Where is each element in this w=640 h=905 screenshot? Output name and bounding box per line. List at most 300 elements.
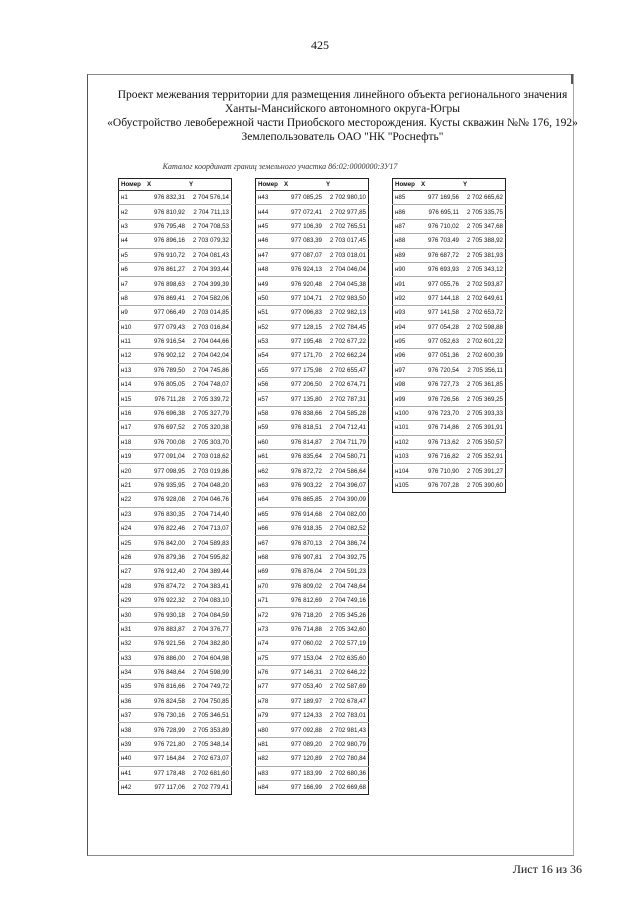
x-coordinate: 977 120,89 xyxy=(282,752,324,766)
point-number: н56 xyxy=(256,378,283,392)
table-row xyxy=(119,349,232,363)
point-number: н25 xyxy=(119,536,146,550)
y-coordinate: 2 704 589,83 xyxy=(187,536,232,550)
x-coordinate: 976 872,72 xyxy=(282,464,324,478)
table-row xyxy=(119,464,232,478)
y-coordinate: 2 705 391,91 xyxy=(461,421,506,435)
y-coordinate: 2 704 084,59 xyxy=(187,608,232,622)
table-header-row xyxy=(393,179,506,191)
table-row xyxy=(119,579,232,593)
x-coordinate: 976 809,02 xyxy=(282,579,324,593)
point-number: н94 xyxy=(393,320,420,334)
y-coordinate: 2 702 601,22 xyxy=(461,334,506,348)
x-coordinate: 976 696,38 xyxy=(145,406,187,420)
y-coordinate: 2 704 598,99 xyxy=(187,665,232,679)
x-coordinate: 976 861,27 xyxy=(145,262,187,276)
x-coordinate: 977 060,02 xyxy=(282,637,324,651)
point-number: н87 xyxy=(393,219,420,233)
x-coordinate: 976 726,56 xyxy=(419,392,461,406)
y-coordinate: 2 704 390,09 xyxy=(324,493,369,507)
y-coordinate: 2 702 653,72 xyxy=(461,306,506,320)
y-coordinate: 2 702 669,68 xyxy=(324,781,369,795)
y-coordinate: 2 704 046,76 xyxy=(187,493,232,507)
point-number: н41 xyxy=(119,766,146,780)
y-coordinate: 2 702 673,07 xyxy=(187,752,232,766)
x-coordinate: 977 054,28 xyxy=(419,320,461,334)
x-coordinate: 976 920,48 xyxy=(282,277,324,291)
document-header xyxy=(100,88,585,144)
table-row xyxy=(256,521,369,535)
point-number: н88 xyxy=(393,234,420,248)
sheet-footer: Лист 16 из 36 xyxy=(512,862,582,876)
y-coordinate: 2 705 352,91 xyxy=(461,450,506,464)
point-number: н31 xyxy=(119,622,146,636)
point-number: н77 xyxy=(256,680,283,694)
table-row xyxy=(119,565,232,579)
table-row xyxy=(393,334,506,348)
y-coordinate: 2 704 042,04 xyxy=(187,349,232,363)
table-row xyxy=(119,219,232,233)
y-coordinate: 2 702 981,43 xyxy=(324,723,369,737)
x-coordinate: 977 051,36 xyxy=(419,349,461,363)
point-number: н51 xyxy=(256,306,283,320)
table-row xyxy=(256,723,369,737)
table-row xyxy=(256,493,369,507)
x-coordinate: 976 869,41 xyxy=(145,291,187,305)
x-coordinate: 976 713,62 xyxy=(419,435,461,449)
point-number: н90 xyxy=(393,262,420,276)
y-coordinate: 2 704 083,10 xyxy=(187,593,232,607)
point-number: н63 xyxy=(256,478,283,492)
point-number: н6 xyxy=(119,262,146,276)
y-coordinate: 2 704 399,39 xyxy=(187,277,232,291)
x-coordinate: 976 812,69 xyxy=(282,593,324,607)
point-number: н8 xyxy=(119,291,146,305)
x-coordinate: 977 183,99 xyxy=(282,766,324,780)
point-number: н42 xyxy=(119,781,146,795)
point-number: н2 xyxy=(119,205,146,219)
x-coordinate: 976 697,52 xyxy=(145,421,187,435)
y-coordinate: 2 702 983,50 xyxy=(324,291,369,305)
x-coordinate: 976 886,00 xyxy=(145,651,187,665)
point-number: н54 xyxy=(256,349,283,363)
table-row xyxy=(119,363,232,377)
x-coordinate: 976 728,99 xyxy=(145,723,187,737)
point-number: н19 xyxy=(119,450,146,464)
table-row xyxy=(393,320,506,334)
table-row xyxy=(119,507,232,521)
table-row xyxy=(119,766,232,780)
table-row xyxy=(256,205,369,219)
y-coordinate: 2 702 787,31 xyxy=(324,392,369,406)
y-coordinate: 2 705 343,12 xyxy=(461,262,506,276)
point-number: н73 xyxy=(256,622,283,636)
y-coordinate: 2 705 327,79 xyxy=(187,406,232,420)
y-coordinate: 2 704 708,53 xyxy=(187,219,232,233)
table-row xyxy=(256,608,369,622)
y-coordinate: 2 702 593,87 xyxy=(461,277,506,291)
table-row xyxy=(393,464,506,478)
point-number: н91 xyxy=(393,277,420,291)
y-coordinate: 2 704 595,82 xyxy=(187,550,232,564)
point-number: н27 xyxy=(119,565,146,579)
x-coordinate: 977 053,40 xyxy=(282,680,324,694)
y-coordinate: 2 704 748,64 xyxy=(324,579,369,593)
y-coordinate: 2 704 745,86 xyxy=(187,363,232,377)
x-coordinate: 976 810,92 xyxy=(145,205,187,219)
x-coordinate: 976 838,66 xyxy=(282,406,324,420)
point-number: н26 xyxy=(119,550,146,564)
table-row xyxy=(256,752,369,766)
y-coordinate: 2 702 678,47 xyxy=(324,694,369,708)
point-number: н18 xyxy=(119,435,146,449)
x-coordinate: 976 707,28 xyxy=(419,478,461,492)
point-number: н101 xyxy=(393,421,420,435)
x-coordinate: 977 171,70 xyxy=(282,349,324,363)
y-coordinate: 2 704 396,07 xyxy=(324,478,369,492)
point-number: н82 xyxy=(256,752,283,766)
x-coordinate: 977 092,88 xyxy=(282,723,324,737)
y-coordinate: 2 704 044,66 xyxy=(187,334,232,348)
x-coordinate: 976 789,50 xyxy=(145,363,187,377)
table-row xyxy=(393,349,506,363)
table-row xyxy=(119,680,232,694)
x-coordinate: 976 714,86 xyxy=(419,421,461,435)
point-number: н84 xyxy=(256,781,283,795)
point-number: н62 xyxy=(256,464,283,478)
point-number: н39 xyxy=(119,737,146,751)
point-number: н102 xyxy=(393,435,420,449)
y-coordinate: 2 703 018,01 xyxy=(324,248,369,262)
table-row xyxy=(256,651,369,665)
table-row xyxy=(119,737,232,751)
column-header-y: Y xyxy=(187,179,232,191)
point-number: н74 xyxy=(256,637,283,651)
point-number: н29 xyxy=(119,593,146,607)
y-coordinate: 2 705 339,72 xyxy=(187,392,232,406)
x-coordinate: 976 912,40 xyxy=(145,565,187,579)
point-number: н81 xyxy=(256,737,283,751)
x-coordinate: 977 066,49 xyxy=(145,306,187,320)
table-row xyxy=(119,334,232,348)
point-number: н53 xyxy=(256,334,283,348)
y-coordinate: 2 704 749,72 xyxy=(187,680,232,694)
x-coordinate: 976 703,49 xyxy=(419,234,461,248)
coordinate-table-1 xyxy=(118,178,232,795)
x-coordinate: 976 822,46 xyxy=(145,521,187,535)
table-row xyxy=(256,507,369,521)
y-coordinate: 2 704 048,20 xyxy=(187,478,232,492)
y-coordinate: 2 705 390,60 xyxy=(461,478,506,492)
table-row xyxy=(119,450,232,464)
x-coordinate: 977 169,56 xyxy=(419,191,461,205)
point-number: н105 xyxy=(393,478,420,492)
catalog-title: Каталог координат границ земельного участка 86:02:0000000:ЗУ17 xyxy=(162,162,398,171)
table-row xyxy=(393,406,506,420)
x-coordinate: 976 865,85 xyxy=(282,493,324,507)
table-row xyxy=(119,723,232,737)
table-row xyxy=(393,363,506,377)
y-coordinate: 2 705 391,27 xyxy=(461,464,506,478)
x-coordinate: 977 117,06 xyxy=(145,781,187,795)
y-coordinate: 2 704 382,80 xyxy=(187,637,232,651)
point-number: н65 xyxy=(256,507,283,521)
x-coordinate: 977 128,15 xyxy=(282,320,324,334)
point-number: н83 xyxy=(256,766,283,780)
table-row xyxy=(393,291,506,305)
table-row xyxy=(256,363,369,377)
point-number: н92 xyxy=(393,291,420,305)
point-number: н17 xyxy=(119,421,146,435)
table-row xyxy=(393,219,506,233)
y-coordinate: 2 702 587,69 xyxy=(324,680,369,694)
point-number: н104 xyxy=(393,464,420,478)
x-coordinate: 976 718,20 xyxy=(282,608,324,622)
table-row xyxy=(119,593,232,607)
point-number: н24 xyxy=(119,521,146,535)
point-number: н59 xyxy=(256,421,283,435)
table-row xyxy=(256,191,369,205)
point-number: н7 xyxy=(119,277,146,291)
y-coordinate: 2 704 582,06 xyxy=(187,291,232,305)
x-coordinate: 977 144,18 xyxy=(419,291,461,305)
table-row xyxy=(119,637,232,651)
y-coordinate: 2 704 711,13 xyxy=(187,205,232,219)
y-coordinate: 2 704 604,98 xyxy=(187,651,232,665)
point-number: н49 xyxy=(256,277,283,291)
y-coordinate: 2 704 081,43 xyxy=(187,248,232,262)
point-number: н89 xyxy=(393,248,420,262)
table-row xyxy=(256,334,369,348)
x-coordinate: 976 695,11 xyxy=(419,205,461,219)
x-coordinate: 977 206,50 xyxy=(282,378,324,392)
table-row xyxy=(256,622,369,636)
table-row xyxy=(119,478,232,492)
point-number: н79 xyxy=(256,709,283,723)
y-coordinate: 2 704 749,16 xyxy=(324,593,369,607)
x-coordinate: 976 832,31 xyxy=(145,191,187,205)
x-coordinate: 976 716,82 xyxy=(419,450,461,464)
point-number: н96 xyxy=(393,349,420,363)
x-coordinate: 976 693,93 xyxy=(419,262,461,276)
x-coordinate: 977 089,20 xyxy=(282,737,324,751)
point-number: н99 xyxy=(393,392,420,406)
y-coordinate: 2 704 045,38 xyxy=(324,277,369,291)
header-line-2: Ханты-Мансийского автономного округа-Югры xyxy=(224,103,461,115)
y-coordinate: 2 702 982,13 xyxy=(324,306,369,320)
table-header-row xyxy=(119,179,232,191)
point-number: н34 xyxy=(119,665,146,679)
column-header-x: X xyxy=(145,179,187,191)
point-number: н67 xyxy=(256,536,283,550)
point-number: н46 xyxy=(256,234,283,248)
point-number: н60 xyxy=(256,435,283,449)
x-coordinate: 976 930,18 xyxy=(145,608,187,622)
table-row xyxy=(119,521,232,535)
table-row xyxy=(256,550,369,564)
column-header-number: Номер xyxy=(256,179,283,191)
table-row xyxy=(256,781,369,795)
x-coordinate: 977 178,48 xyxy=(145,766,187,780)
point-number: н95 xyxy=(393,334,420,348)
x-coordinate: 976 830,35 xyxy=(145,507,187,521)
x-coordinate: 976 720,54 xyxy=(419,363,461,377)
y-coordinate: 2 702 600,39 xyxy=(461,349,506,363)
x-coordinate: 977 175,98 xyxy=(282,363,324,377)
x-coordinate: 976 714,88 xyxy=(282,622,324,636)
column-header-y: Y xyxy=(324,179,369,191)
column-header-x: X xyxy=(419,179,461,191)
table-row xyxy=(256,392,369,406)
x-coordinate: 977 189,97 xyxy=(282,694,324,708)
x-coordinate: 976 842,00 xyxy=(145,536,187,550)
table-row xyxy=(119,781,232,795)
x-coordinate: 977 124,33 xyxy=(282,709,324,723)
y-coordinate: 2 702 665,62 xyxy=(461,191,506,205)
x-coordinate: 976 921,56 xyxy=(145,637,187,651)
table-row xyxy=(119,694,232,708)
table-row xyxy=(119,262,232,276)
y-coordinate: 2 704 376,77 xyxy=(187,622,232,636)
x-coordinate: 977 135,80 xyxy=(282,392,324,406)
table-row xyxy=(256,435,369,449)
x-coordinate: 976 874,72 xyxy=(145,579,187,593)
table-row xyxy=(256,349,369,363)
table-row xyxy=(393,248,506,262)
x-coordinate: 976 723,70 xyxy=(419,406,461,420)
y-coordinate: 2 705 381,93 xyxy=(461,248,506,262)
table-row xyxy=(256,565,369,579)
x-coordinate: 976 816,66 xyxy=(145,680,187,694)
table-row xyxy=(393,378,506,392)
y-coordinate: 2 705 369,25 xyxy=(461,392,506,406)
x-coordinate: 976 916,54 xyxy=(145,334,187,348)
table-header-row xyxy=(256,179,369,191)
y-coordinate: 2 702 784,45 xyxy=(324,320,369,334)
x-coordinate: 977 166,99 xyxy=(282,781,324,795)
point-number: н61 xyxy=(256,450,283,464)
point-number: н47 xyxy=(256,248,283,262)
table-row xyxy=(256,766,369,780)
table-row xyxy=(256,406,369,420)
point-number: н20 xyxy=(119,464,146,478)
y-coordinate: 2 704 082,00 xyxy=(324,507,369,521)
point-number: н78 xyxy=(256,694,283,708)
table-row xyxy=(119,291,232,305)
y-coordinate: 2 704 389,44 xyxy=(187,565,232,579)
table-row xyxy=(256,291,369,305)
table-row xyxy=(119,665,232,679)
y-coordinate: 2 705 361,85 xyxy=(461,378,506,392)
x-coordinate: 977 153,04 xyxy=(282,651,324,665)
y-coordinate: 2 702 780,84 xyxy=(324,752,369,766)
y-coordinate: 2 705 345,26 xyxy=(324,608,369,622)
point-number: н28 xyxy=(119,579,146,593)
x-coordinate: 976 883,87 xyxy=(145,622,187,636)
x-coordinate: 976 918,35 xyxy=(282,521,324,535)
x-coordinate: 976 710,02 xyxy=(419,219,461,233)
table-row xyxy=(256,320,369,334)
y-coordinate: 2 703 016,84 xyxy=(187,320,232,334)
table-row xyxy=(256,709,369,723)
point-number: н12 xyxy=(119,349,146,363)
y-coordinate: 2 705 353,89 xyxy=(187,723,232,737)
point-number: н64 xyxy=(256,493,283,507)
x-coordinate: 976 896,16 xyxy=(145,234,187,248)
x-coordinate: 976 903,22 xyxy=(282,478,324,492)
y-coordinate: 2 704 714,40 xyxy=(187,507,232,521)
table-row xyxy=(393,478,506,492)
table-row xyxy=(256,694,369,708)
point-number: н40 xyxy=(119,752,146,766)
point-number: н68 xyxy=(256,550,283,564)
y-coordinate: 2 705 303,70 xyxy=(187,435,232,449)
point-number: н52 xyxy=(256,320,283,334)
table-row xyxy=(119,378,232,392)
y-coordinate: 2 702 980,79 xyxy=(324,737,369,751)
y-coordinate: 2 702 677,22 xyxy=(324,334,369,348)
x-coordinate: 976 907,81 xyxy=(282,550,324,564)
point-number: н16 xyxy=(119,406,146,420)
point-number: н33 xyxy=(119,651,146,665)
point-number: н57 xyxy=(256,392,283,406)
y-coordinate: 2 705 356,11 xyxy=(461,363,506,377)
x-coordinate: 977 085,25 xyxy=(282,191,324,205)
header-line-1: Проект межевания территории для размещения линейного объекта регионального значения xyxy=(117,89,568,101)
x-coordinate: 977 052,63 xyxy=(419,334,461,348)
y-coordinate: 2 702 977,85 xyxy=(324,205,369,219)
point-number: н15 xyxy=(119,392,146,406)
x-coordinate: 976 721,80 xyxy=(145,737,187,751)
point-number: н44 xyxy=(256,205,283,219)
table-row xyxy=(393,234,506,248)
y-coordinate: 2 703 018,62 xyxy=(187,450,232,464)
point-number: н21 xyxy=(119,478,146,492)
table-row xyxy=(256,450,369,464)
table-row xyxy=(256,637,369,651)
y-coordinate: 2 704 580,71 xyxy=(324,450,369,464)
y-coordinate: 2 703 079,32 xyxy=(187,234,232,248)
table-row xyxy=(393,421,506,435)
y-coordinate: 2 702 674,71 xyxy=(324,378,369,392)
table-row xyxy=(393,435,506,449)
table-row xyxy=(393,450,506,464)
point-number: н50 xyxy=(256,291,283,305)
y-coordinate: 2 704 750,85 xyxy=(187,694,232,708)
x-coordinate: 977 104,71 xyxy=(282,291,324,305)
table-row xyxy=(256,378,369,392)
point-number: н14 xyxy=(119,378,146,392)
page-number: 425 xyxy=(311,38,329,52)
point-number: н37 xyxy=(119,709,146,723)
column-header-y: Y xyxy=(461,179,506,191)
table-row xyxy=(119,392,232,406)
y-coordinate: 2 704 576,14 xyxy=(187,191,232,205)
point-number: н97 xyxy=(393,363,420,377)
table-row xyxy=(119,709,232,723)
point-number: н48 xyxy=(256,262,283,276)
x-coordinate: 977 096,83 xyxy=(282,306,324,320)
point-number: н85 xyxy=(393,191,420,205)
table-row xyxy=(256,234,369,248)
table-row xyxy=(119,421,232,435)
point-number: н11 xyxy=(119,334,146,348)
y-coordinate: 2 702 635,60 xyxy=(324,651,369,665)
point-number: н70 xyxy=(256,579,283,593)
point-number: н23 xyxy=(119,507,146,521)
y-coordinate: 2 704 383,41 xyxy=(187,579,232,593)
y-coordinate: 2 704 082,52 xyxy=(324,521,369,535)
